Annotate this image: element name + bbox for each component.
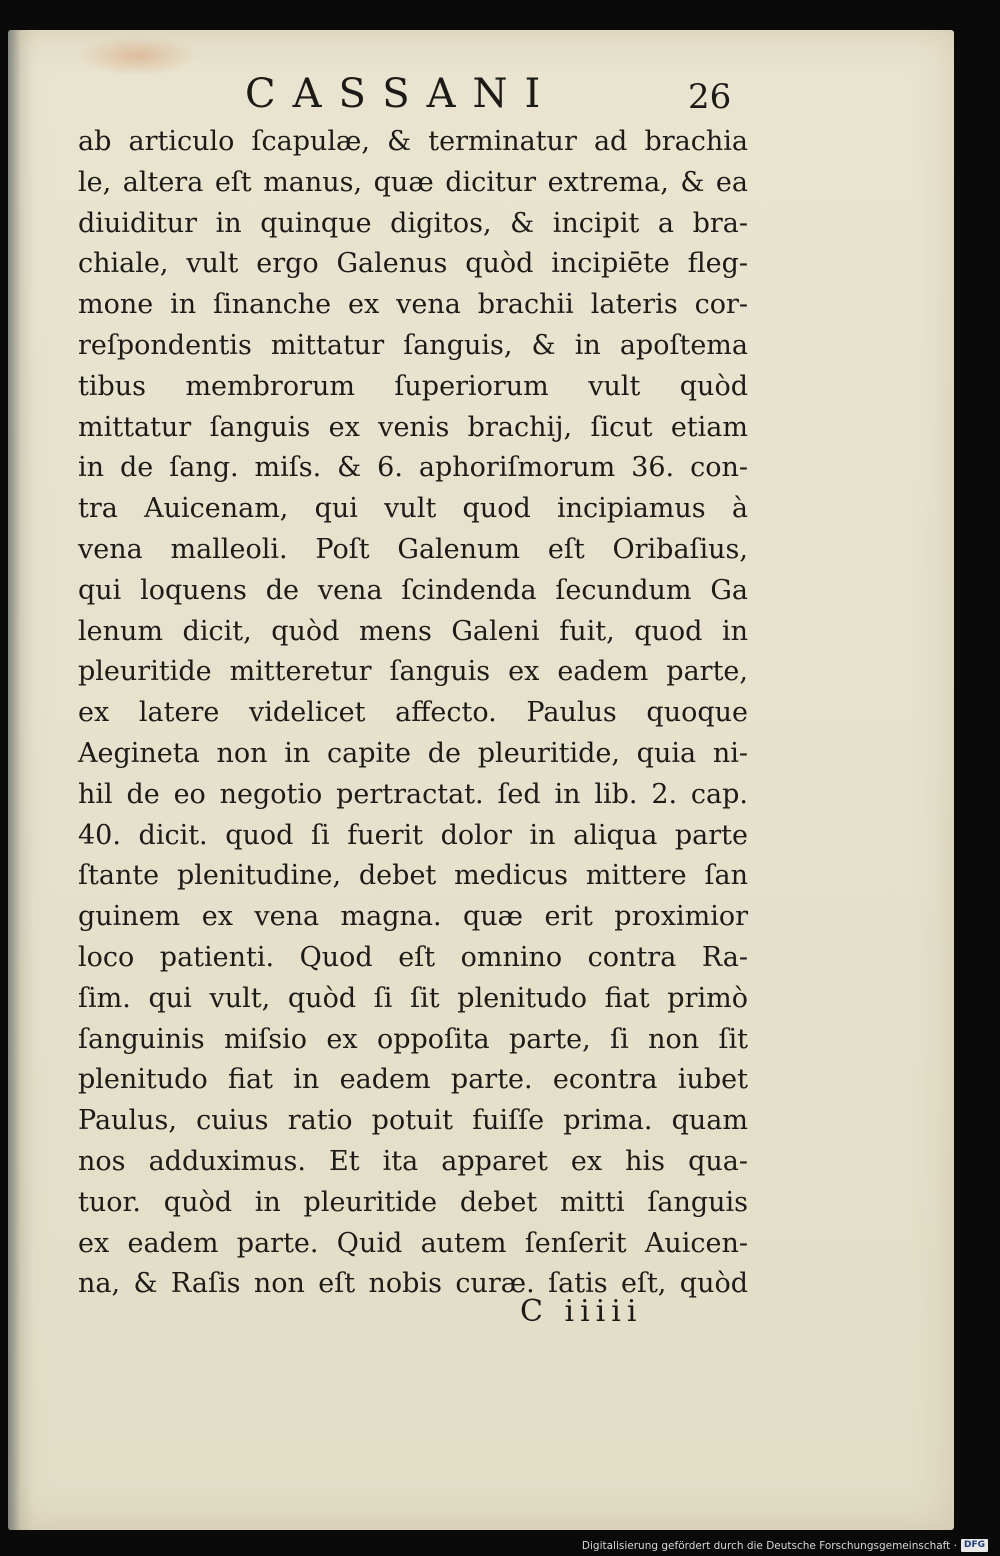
- text-line: nos adduximus. Et ita apparet ex his qua-: [78, 1145, 748, 1177]
- text-line: Aegineta non in capite de pleuritide, quia ni-: [78, 737, 748, 769]
- text-line: diuiditur in quinque digitos, & incipit a bra-: [78, 207, 748, 239]
- text-line: guinem ex vena magna. quæ erit proximior: [78, 901, 748, 933]
- text-line: ſim. qui vult, quòd ſi ſit plenitudo fiat primò: [78, 982, 748, 1014]
- text-line: tra Auicenam, qui vult quod incipiamus à: [78, 493, 748, 525]
- text-line: na, & Raſis non eſt nobis curæ. ſatis eſt, quòd: [78, 1268, 748, 1300]
- signature-mark: C iiiii: [520, 1294, 643, 1329]
- text-line: reſpondentis mittatur ſanguis, & in apoſtema: [78, 329, 748, 361]
- text-line: ſtante plenitudine, debet medicus mittere ſan: [78, 860, 748, 892]
- page-number: 26: [688, 77, 732, 117]
- text-line: plenitudo fiat in eadem parte. econtra iubet: [78, 1064, 748, 1096]
- digitization-credit: [582, 1539, 988, 1552]
- credit-text: Digitalisierung gefördert durch die Deutsche Forschungsgemeinschaft ·: [581, 1539, 957, 1552]
- text-line: ab articulo ſcapulæ, & terminatur ad brachia: [78, 126, 748, 157]
- text-line: loco patienti. Quod eſt omnino contra Ra-: [78, 941, 748, 973]
- text-line: tuor. quòd in pleuritide debet mitti ſanguis: [78, 1186, 748, 1218]
- text-line: chiale, vult ergo Galenus quòd incipiēte fleg-: [78, 248, 748, 280]
- text-line: hil de eo negotio pertractat. ſed in lib. 2. cap.: [78, 778, 748, 810]
- text-line: mone in ſinanche ex vena brachii lateris cor-: [78, 289, 748, 321]
- dfg-logo: DFG: [961, 1539, 988, 1552]
- text-line: le, altera eſt manus, quæ dicitur extrema, & ea: [78, 166, 748, 198]
- text-line: qui loquens de vena ſcindenda ſecundum Ga: [78, 574, 748, 606]
- body-text: [78, 122, 748, 1305]
- running-head: CASSANI: [245, 71, 558, 117]
- text-line: tibus membrorum ſuperiorum vult quòd: [78, 370, 748, 402]
- text-line: lenum dicit, quòd mens Galeni fuit, quod in: [78, 615, 748, 647]
- text-line: ſanguinis miſsio ex oppoſita parte, ſi non ſit: [78, 1023, 748, 1055]
- text-line: ex eadem parte. Quid autem ſenſerit Auicen-: [78, 1227, 748, 1259]
- text-line: in de ſang. miſs. & 6. aphoriſmorum 36. con-: [78, 452, 748, 484]
- text-line: 40. dicit. quod ſi fuerit dolor in aliqua parte: [78, 819, 748, 851]
- text-line: ex latere videlicet affecto. Paulus quoque: [78, 697, 748, 729]
- text-line: mittatur ſanguis ex venis brachij, ſicut etiam: [78, 411, 748, 443]
- page-stain: [78, 36, 198, 76]
- text-line: vena malleoli. Poſt Galenum eſt Oribaſius,: [78, 533, 748, 565]
- text-line: pleuritide mitteretur ſanguis ex eadem parte,: [78, 656, 748, 688]
- text-line: Paulus, cuius ratio potuit fuiſſe prima. quam: [78, 1105, 748, 1137]
